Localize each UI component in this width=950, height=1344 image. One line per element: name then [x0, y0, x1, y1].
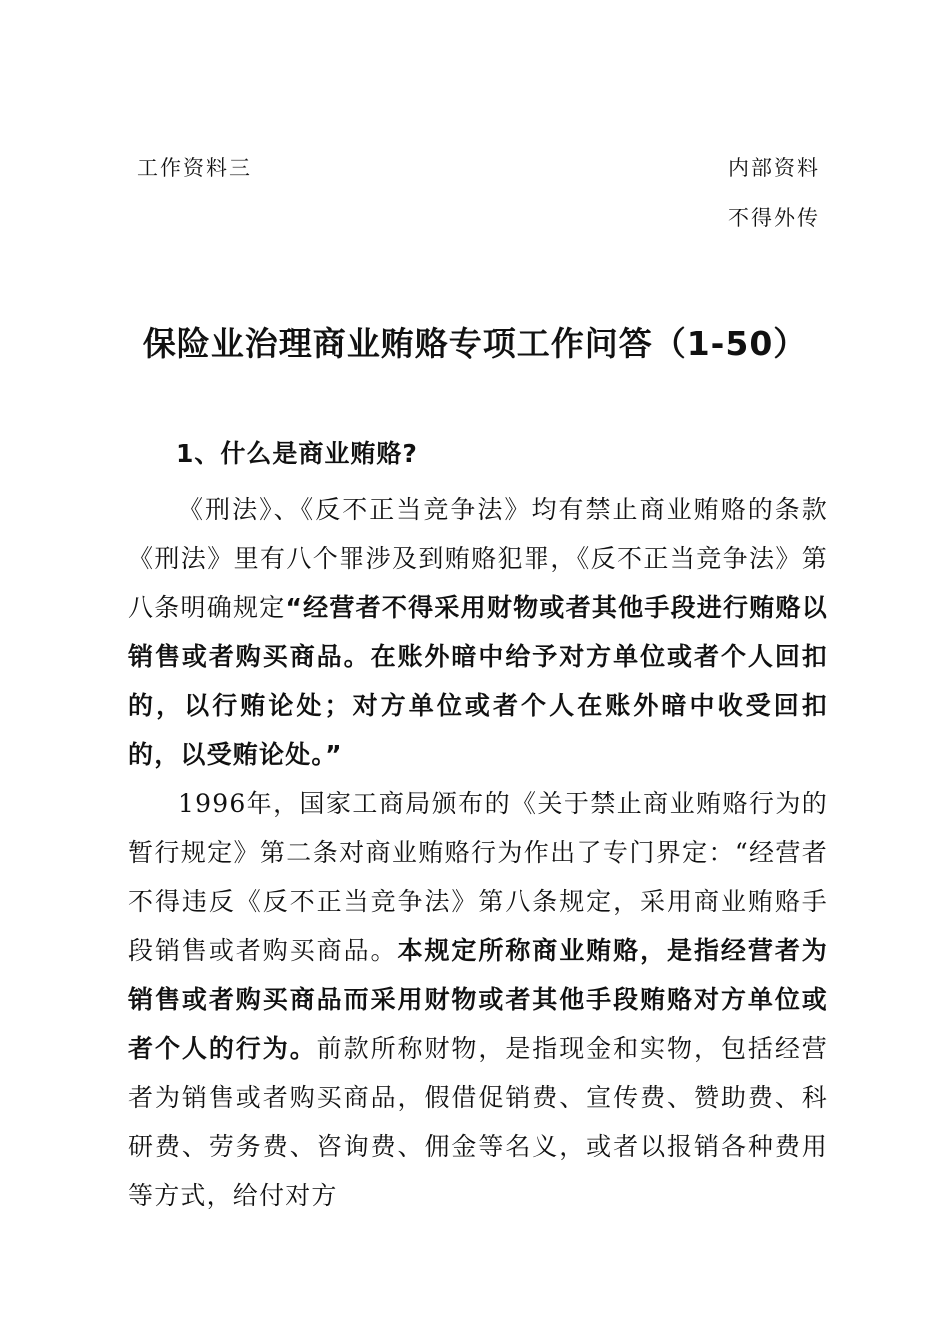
paragraph-2-text-b: 前款所称财物，是指现金和实物，包括经营者为销售或者购买商品，假借促销费、宣传费、赞助费、科研费、劳务费、咨询费、佣金等名义，或者以报销各种费用等方式，给付对方: [128, 1034, 828, 1210]
paragraph-1-quote: “经营者不得采用财物或者其他手段进行贿赂以销售或者购买商品。在账外暗中给予对方单位或者个人回扣的，以行贿论处；对方单位或者个人在账外暗中收受回扣的，以受贿论处。”: [128, 593, 828, 769]
paragraph-2-definition: 本规定所称商业贿赂，是指经营者为销售或者购买商品而采用财物或者其他手段贿赂对方单位或者个人的行为。: [128, 936, 828, 1063]
header-right-label-2: 不得外传: [728, 206, 820, 230]
paragraph-2-text-a: 1996年，国家工商局颁布的《关于禁止商业贿赂行为的暂行规定》第二条对商业贿赂行为作出了专门界定：“经营者不得违反《反不正当竞争法》第八条规定，采用商业贿赂手段销售或者购买商品。: [128, 789, 828, 965]
header-right-label-1: 内部资料: [728, 156, 820, 180]
paragraph-1-text: 《刑法》、《反不正当竞争法》均有禁止商业贿赂的条款《刑法》里有八个罪涉及到贿赂犯罪，《反不正当竞争法》第八条明确规定: [128, 495, 828, 622]
question-heading: 1、什么是商业贿赂?: [176, 439, 418, 468]
document-title: 保险业治理商业贿赂专项工作问答（1-50）: [142, 324, 808, 363]
header-left-label: 工作资料三: [137, 156, 252, 180]
paragraph-1: [128, 485, 828, 779]
paragraph-2: [128, 779, 828, 1220]
answer-body: [128, 485, 828, 1220]
